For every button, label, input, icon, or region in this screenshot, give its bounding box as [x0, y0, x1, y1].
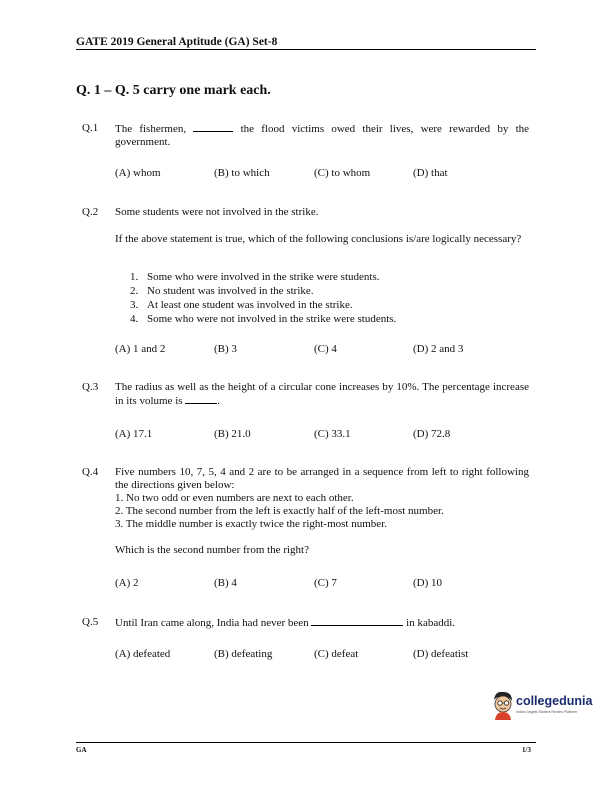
- q1-option-d: (D) that: [413, 167, 448, 179]
- q1-option-c: (C) to whom: [314, 167, 371, 179]
- header-rule: [76, 49, 536, 50]
- q4-option-b: (B) 4: [214, 577, 237, 589]
- q2-question: If the above statement is true, which of the following conclusions is/are logically necessary?: [115, 233, 522, 245]
- q2-option-b: (B) 3: [214, 343, 237, 355]
- q3-option-c: (C) 33.1: [314, 428, 351, 440]
- q5-option-a: (A) defeated: [115, 648, 171, 660]
- list-item: 1. Some who were involved in the strike were students.: [130, 271, 380, 283]
- q1-number: Q.1: [82, 122, 99, 134]
- collegedunia-mascot-icon: [490, 690, 516, 722]
- q2-conclusion-list: [130, 270, 396, 326]
- q2-number: Q.2: [82, 206, 99, 218]
- q3-option-a: (A) 17.1: [115, 428, 153, 440]
- q1-option-b: (B) to which: [214, 167, 270, 179]
- q5-number: Q.5: [82, 616, 99, 628]
- q1-text: [115, 122, 529, 149]
- q5-option-c: (C) defeat: [314, 648, 359, 660]
- q4-option-c: (C) 7: [314, 577, 337, 589]
- q5-option-b: (B) defeating: [214, 648, 273, 660]
- q4-rules: [115, 492, 535, 531]
- q1-text-part1: The fishermen,: [115, 123, 187, 135]
- q1-option-a: (A) whom: [115, 167, 161, 179]
- q1-text-part2: the flood victims owed their lives, were rewarded by the government.: [115, 123, 530, 148]
- q4-text: Five numbers 10, 7, 5, 4 and 2 are to be arranged in a sequence from left to right following the directions given below:: [115, 466, 529, 491]
- q3-option-d: (D) 72.8: [413, 428, 451, 440]
- q2-option-c: (C) 4: [314, 343, 337, 355]
- q4-question: Which is the second number from the right?: [115, 544, 309, 556]
- q3-text-end: .: [217, 395, 221, 407]
- q2-option-d: (D) 2 and 3: [413, 343, 464, 355]
- collegedunia-logo-text: collegedunia: [516, 694, 593, 708]
- footer-rule: [76, 742, 536, 743]
- list-item: 3. The middle number is exactly twice the right-most number.: [115, 518, 387, 530]
- q3-option-b: (B) 21.0: [214, 428, 251, 440]
- q3-text: [115, 381, 529, 408]
- q2-option-a: (A) 1 and 2: [115, 343, 166, 355]
- q4-option-a: (A) 2: [115, 577, 139, 589]
- q2-statement: Some students were not involved in the strike.: [115, 206, 319, 218]
- list-item: 2. The second number from the left is exactly half of the left-most number.: [115, 505, 444, 517]
- collegedunia-tagline: India's largest Student Review Platform: [516, 710, 577, 714]
- q3-text-body: The radius as well as the height of a circular cone increases by 10%. The percentage increase in its volume is: [115, 381, 529, 407]
- list-item: 1. No two odd or even numbers are next to each other.: [115, 492, 354, 504]
- list-item: 4. Some who were not involved in the strike were students.: [130, 313, 397, 325]
- q4-number: Q.4: [82, 466, 99, 478]
- q5-blank: [311, 616, 403, 626]
- footer-page-number: 1/3: [522, 746, 531, 754]
- page-header-title: GATE 2019 General Aptitude (GA) Set-8: [76, 36, 278, 48]
- list-item: 3. At least one student was involved in the strike.: [130, 299, 353, 311]
- q5-option-d: (D) defeatist: [413, 648, 469, 660]
- section-title: Q. 1 – Q. 5 carry one mark each.: [76, 83, 271, 98]
- q1-blank: [193, 122, 233, 132]
- q3-blank: [185, 394, 217, 404]
- list-item: 2. No student was involved in the strike.: [130, 285, 314, 297]
- q5-text-part2: in kabaddi.: [406, 617, 456, 629]
- q3-number: Q.3: [82, 381, 99, 393]
- q5-text-part1: Until Iran came along, India had never been: [115, 617, 309, 629]
- footer-left-label: GA: [76, 746, 87, 754]
- q4-option-d: (D) 10: [413, 577, 443, 589]
- q5-text: [115, 616, 529, 630]
